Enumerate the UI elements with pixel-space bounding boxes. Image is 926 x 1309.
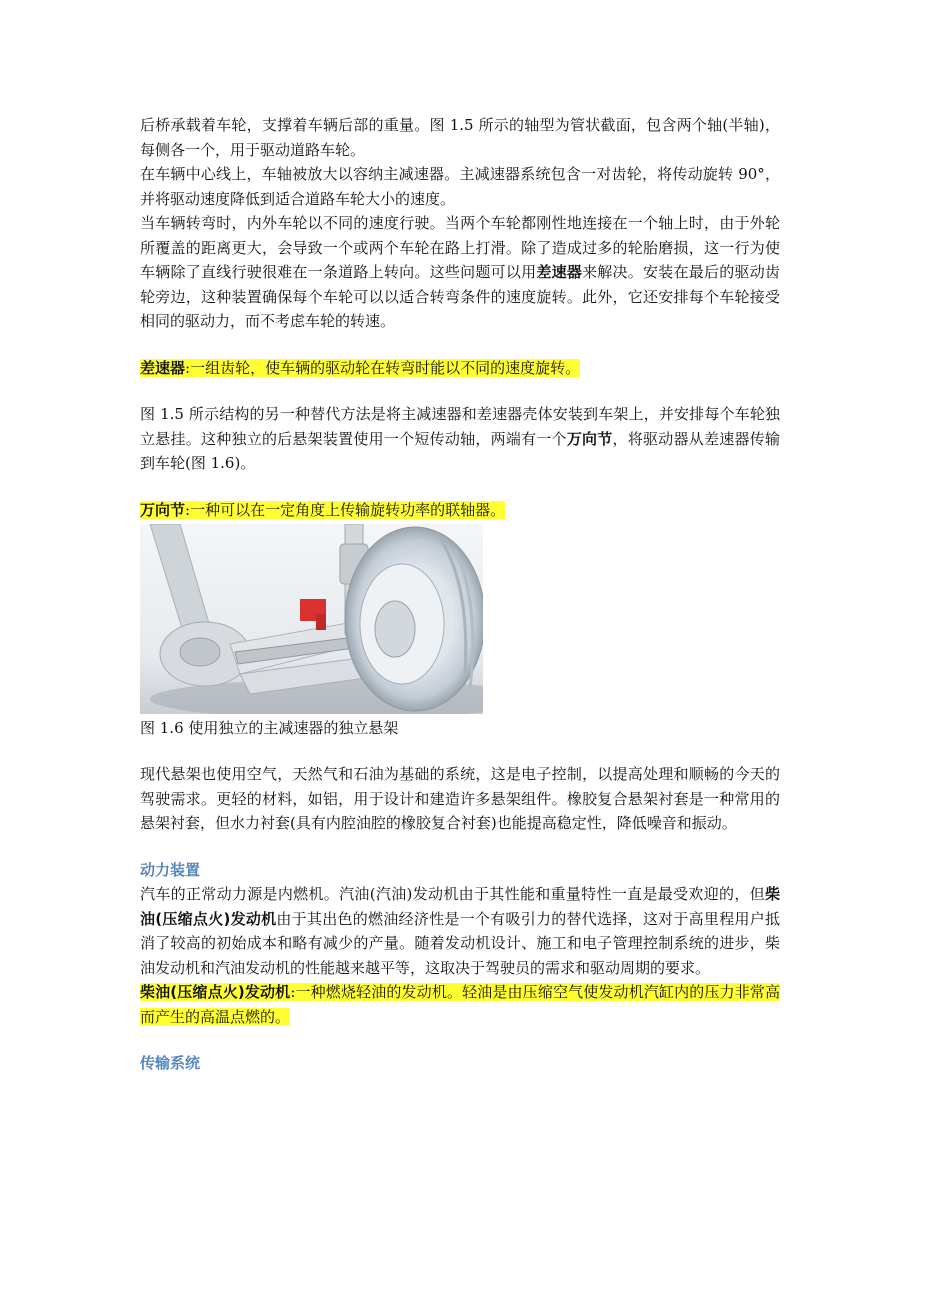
term-diesel-engine: 柴油(压缩点火)发动机 bbox=[140, 885, 780, 928]
definition-term: 差速器 bbox=[140, 358, 186, 377]
definition-text: :一种燃烧轻油的发动机。轻油是由压缩空气使发动机汽缸内的压力非常高而产生的高温点燃的。 bbox=[140, 983, 780, 1026]
definition-universal-joint bbox=[140, 498, 780, 523]
definition-diesel-engine bbox=[140, 980, 780, 1029]
text-span: 当车辆转弯时，内外车轮以不同的速度行驶。当两个车轮都刚性地连接在一个轴上时，由于外轮所覆盖的距离更大，会导致一个或两个车轮在路上打滑。除了造成过多的轮胎磨损，这一行为使车辆除了直线行驶很难在一条道路上转向。这些问题可以用 bbox=[140, 214, 780, 281]
definition-text: :一组齿轮，使车辆的驱动轮在转弯时能以不同的速度旋转。 bbox=[185, 358, 581, 377]
term-universal-joint: 万向节 bbox=[566, 429, 613, 448]
definition-term: 柴油(压缩点火)发动机 bbox=[140, 983, 291, 1001]
paragraph-modern-suspension: 现代悬架也使用空气，天然气和石油为基础的系统，这是电子控制，以提高处理和顺畅的今天的驾驶需求。更轻的材料，如铝，用于设计和建造许多悬架组件。橡胶复合悬架衬套是一种常用的悬架衬套，但水力衬套(具有内腔油腔的橡胶复合衬套)也能提高稳定性，降低噪音和振动。 bbox=[140, 765, 780, 832]
definition-term: 万向节 bbox=[140, 500, 186, 519]
section-heading-transmission: 传输系统 bbox=[140, 1054, 201, 1072]
paragraph-turning bbox=[140, 211, 780, 334]
section-heading-power-unit: 动力装置 bbox=[140, 860, 201, 879]
text-span: 由于其出色的燃油经济性是一个有吸引力的替代选择，这对于高里程用户抵消了较高的初始成本和略有减少的产量。随着发动机设计、施工和电子管理控制系统的进步，柴油发动机和汽油发动机的性能越来越平等，这取决于驾驶员的需求和驱动周期的要求。 bbox=[140, 909, 780, 977]
text-span: 图 1.5 所示结构的另一种替代方法是将主减速器和差速器壳体安装到车架上，并安排每个车轮独立悬挂。这种独立的后悬架装置使用一个短传动轴，两端有一个 bbox=[140, 405, 780, 448]
term-differential: 差速器 bbox=[536, 263, 583, 281]
figure-caption: 图 1.6 使用独立的主减速器的独立悬架 bbox=[140, 719, 399, 737]
definition-text: :一种可以在一定角度上传输旋转功率的联轴器。 bbox=[185, 500, 506, 519]
paragraph-final-drive: 在车辆中心线上，车轴被放大以容纳主减速器。主减速器系统包含一对齿轮，将传动旋转 90°，并将驱动速度降低到适合道路车轮大小的速度。 bbox=[140, 165, 780, 208]
paragraph-independent-suspension bbox=[140, 402, 780, 476]
paragraph-rear-axle: 后桥承载着车轮，支撑着车辆后部的重量。图 1.5 所示的轴型为管状截面，包含两个轴(半轴)，每侧各一个，用于驱动道路车轮。 bbox=[140, 116, 780, 159]
text-span: 来解决。安装在最后的驱动齿轮旁边，这种装置确保每个车轮可以以适合转弯条件的速度旋转。此外，它还安排每个车轮接受相同的驱动力，而不考虑车轮的转速。 bbox=[140, 263, 780, 330]
document-page bbox=[140, 113, 780, 1076]
figure-suspension-image bbox=[140, 524, 483, 714]
text-span: ，将驱动器从差速器传输到车轮(图 1.6)。 bbox=[140, 429, 780, 472]
definition-differential bbox=[140, 356, 780, 381]
text-span: 汽车的正常动力源是内燃机。汽油(汽油)发动机由于其性能和重量特性一直是最受欢迎的，但 bbox=[140, 885, 765, 903]
paragraph-power-unit bbox=[140, 882, 780, 980]
